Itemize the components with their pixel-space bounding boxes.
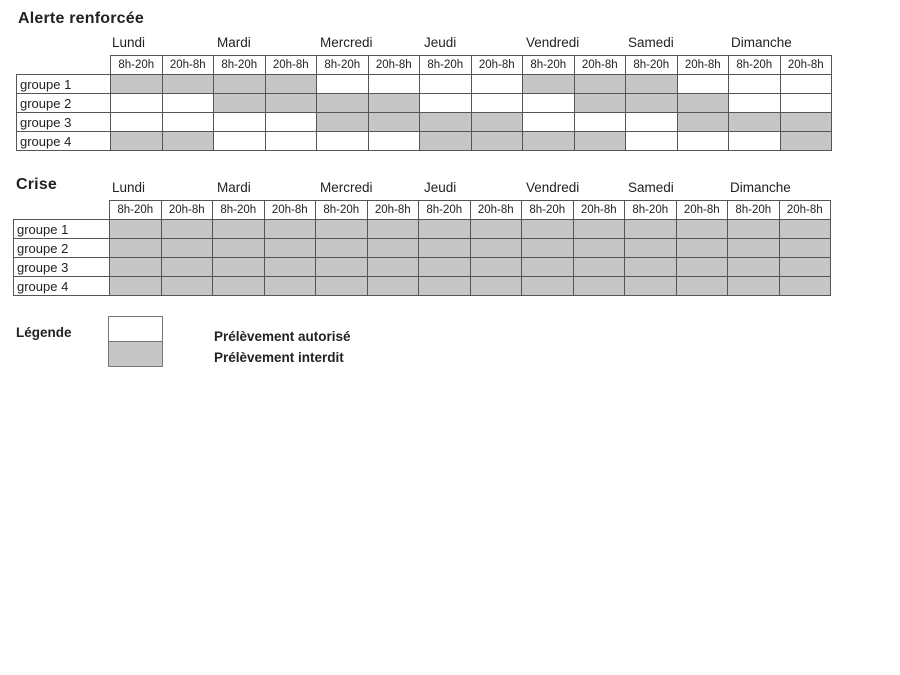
forbidden-cell (367, 239, 419, 258)
alerte-slot-header-row (17, 56, 832, 75)
crise-slot-header: 20h-8h (470, 201, 522, 220)
alerte-slot-header: 8h-20h (111, 56, 163, 75)
alerte-group-row (17, 113, 832, 132)
forbidden-cell (264, 258, 316, 277)
crise-slot-header: 20h-8h (367, 201, 419, 220)
allowed-cell (111, 94, 163, 113)
forbidden-cell (779, 277, 831, 296)
forbidden-cell (522, 239, 574, 258)
forbidden-cell (676, 277, 728, 296)
forbidden-cell (676, 220, 728, 239)
allowed-cell (420, 75, 472, 94)
crise-slot-header: 20h-8h (161, 201, 213, 220)
forbidden-cell (779, 220, 831, 239)
forbidden-cell (625, 220, 677, 239)
forbidden-cell (523, 132, 575, 151)
forbidden-cell (574, 132, 626, 151)
forbidden-cell (779, 239, 831, 258)
alerte-group-label: groupe 3 (17, 113, 111, 132)
forbidden-cell (677, 94, 729, 113)
crise-title: Crise (16, 176, 58, 193)
crise-day-jeudi: Jeudi (424, 180, 457, 195)
allowed-cell (677, 132, 729, 151)
alerte-table-body (17, 56, 832, 151)
forbidden-cell (214, 75, 266, 94)
forbidden-cell (676, 239, 728, 258)
alerte-slot-header: 8h-20h (420, 56, 472, 75)
forbidden-cell (162, 75, 214, 94)
forbidden-cell (626, 94, 678, 113)
alerte-group-row (17, 132, 832, 151)
forbidden-cell (161, 277, 213, 296)
allowed-cell (317, 75, 369, 94)
allowed-cell (780, 94, 832, 113)
forbidden-cell (368, 94, 420, 113)
forbidden-cell (573, 277, 625, 296)
alerte-group-row (17, 94, 832, 113)
allowed-cell (317, 132, 369, 151)
forbidden-cell (470, 258, 522, 277)
allowed-cell (162, 113, 214, 132)
forbidden-cell (728, 220, 780, 239)
allowed-cell (162, 94, 214, 113)
forbidden-cell (214, 94, 266, 113)
crise-group-row (14, 220, 831, 239)
forbidden-cell (111, 132, 163, 151)
forbidden-cell (471, 132, 523, 151)
crise-group-label: groupe 1 (14, 220, 110, 239)
crise-days-header (0, 180, 900, 198)
crise-group-row (14, 258, 831, 277)
forbidden-cell (625, 277, 677, 296)
forbidden-cell (573, 258, 625, 277)
forbidden-cell (213, 258, 265, 277)
crise-slot-header: 20h-8h (573, 201, 625, 220)
forbidden-cell (625, 258, 677, 277)
crise-slot-header: 20h-8h (779, 201, 831, 220)
forbidden-cell (213, 239, 265, 258)
forbidden-cell (522, 277, 574, 296)
crise-day-mardi: Mardi (217, 180, 251, 195)
crise-slot-header: 8h-20h (522, 201, 574, 220)
crise-table-body (14, 201, 831, 296)
forbidden-cell (316, 239, 368, 258)
alerte-day-vendredi: Vendredi (526, 35, 580, 50)
forbidden-cell (779, 258, 831, 277)
crise-schedule-table (13, 200, 831, 296)
allowed-cell (523, 113, 575, 132)
legend-label: Légende (16, 325, 72, 340)
alerte-slot-header: 20h-8h (162, 56, 214, 75)
alerte-group-row (17, 75, 832, 94)
alerte-title: Alerte renforcée (18, 10, 144, 27)
forbidden-cell (264, 220, 316, 239)
allowed-cell (677, 75, 729, 94)
alerte-slot-header: 20h-8h (677, 56, 729, 75)
alerte-slot-header: 8h-20h (729, 56, 781, 75)
alerte-day-mercredi: Mercredi (320, 35, 373, 50)
allowed-cell (626, 132, 678, 151)
forbidden-cell (110, 239, 162, 258)
forbidden-cell (420, 113, 472, 132)
crise-day-vendredi: Vendredi (526, 180, 580, 195)
crise-slot-header-row (14, 201, 831, 220)
alerte-slot-header: 20h-8h (368, 56, 420, 75)
allowed-cell (780, 75, 832, 94)
forbidden-cell (111, 75, 163, 94)
legend-allowed-swatch (108, 316, 163, 342)
crise-slot-header: 8h-20h (728, 201, 780, 220)
alerte-slot-header: 20h-8h (265, 56, 317, 75)
forbidden-cell (265, 94, 317, 113)
forbidden-cell (316, 258, 368, 277)
forbidden-cell (728, 239, 780, 258)
allowed-cell (626, 113, 678, 132)
allowed-cell (214, 113, 266, 132)
forbidden-cell (419, 258, 471, 277)
allowed-cell (729, 75, 781, 94)
forbidden-cell (523, 75, 575, 94)
forbidden-cell (573, 239, 625, 258)
alerte-day-lundi: Lundi (112, 35, 146, 50)
alerte-slot-header: 8h-20h (626, 56, 678, 75)
alerte-day-samedi: Samedi (628, 35, 674, 50)
allowed-cell (574, 113, 626, 132)
crise-slot-header: 8h-20h (625, 201, 677, 220)
alerte-day-jeudi: Jeudi (424, 35, 457, 50)
alerte-day-mardi: Mardi (217, 35, 251, 50)
forbidden-cell (522, 220, 574, 239)
crise-slot-header: 8h-20h (110, 201, 162, 220)
crise-day-samedi: Samedi (628, 180, 674, 195)
allowed-cell (471, 75, 523, 94)
forbidden-cell (626, 75, 678, 94)
forbidden-cell (728, 277, 780, 296)
forbidden-cell (110, 258, 162, 277)
forbidden-cell (161, 220, 213, 239)
forbidden-cell (470, 239, 522, 258)
alerte-corner-cell (17, 56, 111, 75)
forbidden-cell (522, 258, 574, 277)
forbidden-cell (419, 277, 471, 296)
allowed-cell (729, 94, 781, 113)
crise-day-lundi: Lundi (112, 180, 146, 195)
alerte-group-label: groupe 1 (17, 75, 111, 94)
forbidden-cell (367, 258, 419, 277)
forbidden-cell (264, 239, 316, 258)
forbidden-cell (161, 239, 213, 258)
crise-slot-header: 20h-8h (264, 201, 316, 220)
forbidden-cell (574, 75, 626, 94)
forbidden-cell (420, 132, 472, 151)
forbidden-cell (573, 220, 625, 239)
alerte-slot-header: 20h-8h (574, 56, 626, 75)
crise-slot-header: 8h-20h (213, 201, 265, 220)
crise-day-mercredi: Mercredi (320, 180, 373, 195)
forbidden-cell (729, 113, 781, 132)
crise-group-row (14, 277, 831, 296)
forbidden-cell (367, 220, 419, 239)
alerte-slot-header: 8h-20h (523, 56, 575, 75)
crise-group-label: groupe 3 (14, 258, 110, 277)
alerte-group-label: groupe 4 (17, 132, 111, 151)
forbidden-cell (470, 220, 522, 239)
alerte-days-header (0, 35, 900, 53)
forbidden-cell (264, 277, 316, 296)
forbidden-cell (625, 239, 677, 258)
forbidden-cell (470, 277, 522, 296)
forbidden-cell (780, 113, 832, 132)
forbidden-cell (213, 220, 265, 239)
legend-forbidden-text: Prélèvement interdit (214, 350, 344, 365)
crise-corner-cell (14, 201, 110, 220)
crise-slot-header: 8h-20h (316, 201, 368, 220)
forbidden-cell (316, 220, 368, 239)
alerte-slot-header: 20h-8h (471, 56, 523, 75)
crise-group-label: groupe 4 (14, 277, 110, 296)
allowed-cell (368, 132, 420, 151)
crise-slot-header: 8h-20h (419, 201, 471, 220)
forbidden-cell (367, 277, 419, 296)
forbidden-cell (110, 277, 162, 296)
alerte-slot-header: 8h-20h (214, 56, 266, 75)
forbidden-cell (677, 113, 729, 132)
allowed-cell (729, 132, 781, 151)
forbidden-cell (110, 220, 162, 239)
forbidden-cell (471, 113, 523, 132)
allowed-cell (265, 132, 317, 151)
allowed-cell (471, 94, 523, 113)
forbidden-cell (780, 132, 832, 151)
crise-group-row (14, 239, 831, 258)
allowed-cell (420, 94, 472, 113)
forbidden-cell (316, 277, 368, 296)
forbidden-cell (419, 239, 471, 258)
allowed-cell (265, 113, 317, 132)
crise-group-label: groupe 2 (14, 239, 110, 258)
legend-forbidden-swatch (108, 341, 163, 367)
alerte-slot-header: 8h-20h (317, 56, 369, 75)
alerte-slot-header: 20h-8h (780, 56, 832, 75)
allowed-cell (111, 113, 163, 132)
crise-slot-header: 20h-8h (676, 201, 728, 220)
forbidden-cell (317, 113, 369, 132)
alerte-day-dimanche: Dimanche (731, 35, 792, 50)
forbidden-cell (368, 113, 420, 132)
forbidden-cell (265, 75, 317, 94)
forbidden-cell (419, 220, 471, 239)
alerte-schedule-table (16, 55, 832, 151)
crise-day-dimanche: Dimanche (730, 180, 791, 195)
forbidden-cell (676, 258, 728, 277)
allowed-cell (214, 132, 266, 151)
forbidden-cell (162, 132, 214, 151)
forbidden-cell (317, 94, 369, 113)
allowed-cell (368, 75, 420, 94)
allowed-cell (523, 94, 575, 113)
forbidden-cell (213, 277, 265, 296)
alerte-group-label: groupe 2 (17, 94, 111, 113)
forbidden-cell (574, 94, 626, 113)
forbidden-cell (728, 258, 780, 277)
legend-allowed-text: Prélèvement autorisé (214, 329, 351, 344)
forbidden-cell (161, 258, 213, 277)
